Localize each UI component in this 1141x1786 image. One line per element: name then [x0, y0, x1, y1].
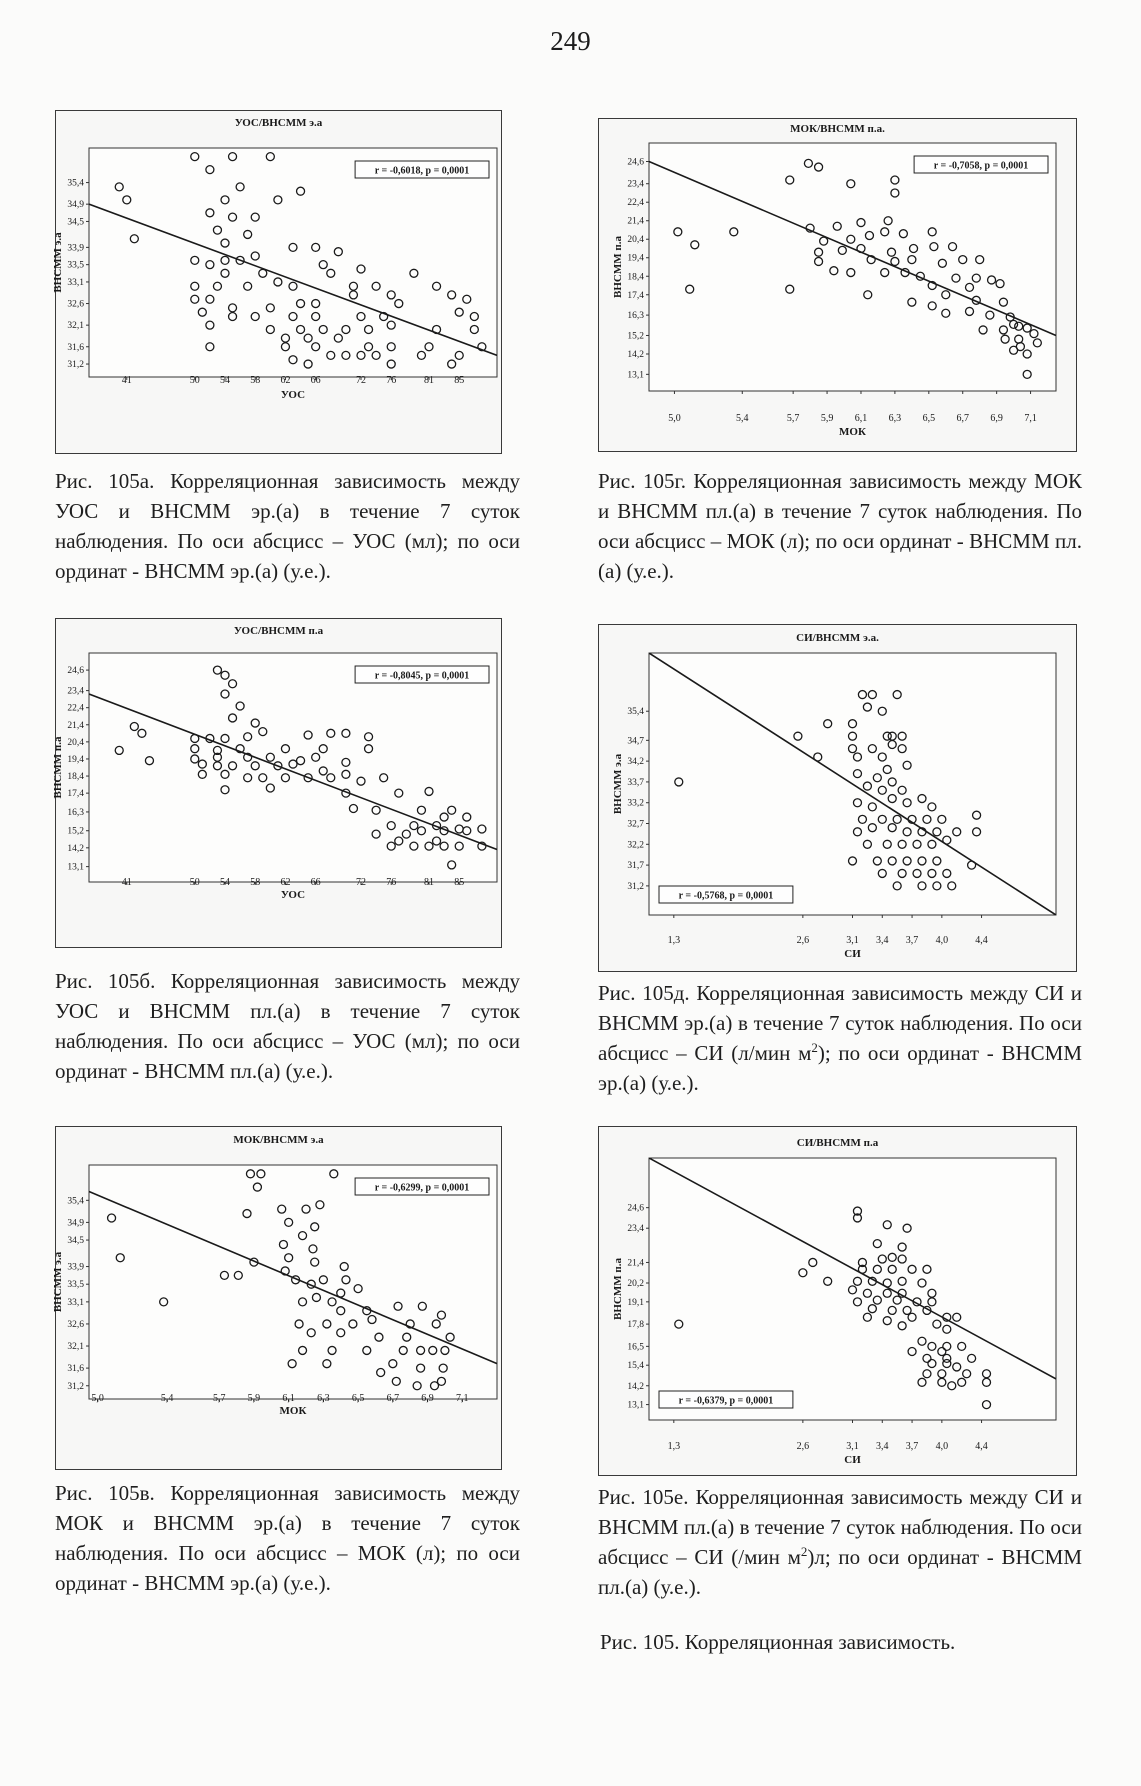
x-axis-label: СИ	[844, 948, 861, 960]
y-tick-label: 33,9	[67, 243, 84, 254]
y-tick-label: 35,4	[67, 1196, 84, 1207]
x-tick-label: 58	[250, 375, 261, 386]
x-tick-label: 1,3	[667, 935, 681, 946]
x-tick-label: 4,4	[975, 1441, 988, 1452]
plot-area	[649, 1158, 1056, 1420]
x-tick-label: 5,4	[160, 1393, 174, 1404]
y-tick-label: 34,7	[627, 736, 644, 747]
x-tick-label: 3,1	[846, 935, 859, 946]
chart-105b	[52, 618, 502, 948]
x-tick-label: 5,9	[247, 1393, 261, 1404]
x-tick-label: 62	[280, 375, 291, 386]
y-tick-label: 34,5	[67, 1236, 84, 1247]
x-tick-label: 5,7	[786, 413, 800, 424]
y-tick-label: 19,1	[627, 1297, 644, 1308]
x-tick-label: 7,1	[1024, 413, 1037, 424]
y-tick-label: 32,1	[67, 1342, 84, 1353]
y-axis-label: ВНСММ э.а	[52, 232, 64, 293]
x-tick-label: 85	[454, 877, 465, 888]
y-axis-label: ВНСММ п.а	[612, 236, 624, 298]
x-tick-label: 5,4	[736, 413, 749, 424]
x-axis-label: УОС	[280, 389, 306, 401]
x-tick-label: 1,3	[667, 1441, 681, 1452]
y-tick-label: 22,4	[67, 703, 84, 714]
y-tick-label: 21,4	[627, 216, 644, 227]
correlation-label: r = -0,5768, p = 0,0001	[678, 890, 774, 902]
page-number: 249	[550, 26, 591, 56]
scatter-plot-svg	[52, 111, 501, 453]
y-tick-label: 17,4	[627, 290, 644, 301]
y-tick-label: 33,1	[67, 277, 84, 288]
y-tick-label: 33,1	[67, 1297, 84, 1308]
x-tick-label: 72	[356, 877, 366, 888]
scatter-plot-svg	[599, 119, 1076, 451]
y-tick-label: 13,1	[67, 862, 84, 873]
correlation-label: r = -0,8045, p = 0,0001	[374, 670, 470, 682]
y-tick-label: 15,4	[627, 1361, 644, 1372]
y-tick-label: 31,2	[67, 1381, 84, 1392]
y-tick-label: 18,4	[67, 772, 84, 783]
y-tick-label: 21,4	[67, 720, 84, 731]
x-tick-label: 85	[454, 375, 465, 386]
chart-105e	[598, 1126, 1077, 1476]
x-tick-label: 6,9	[990, 413, 1003, 424]
y-tick-label: 14,2	[627, 349, 644, 360]
y-tick-label: 35,4	[627, 707, 644, 718]
y-tick-label: 34,5	[67, 217, 84, 228]
y-tick-label: 22,4	[627, 198, 644, 209]
x-tick-label: 3,7	[905, 1441, 919, 1452]
y-tick-label: 24,6	[627, 157, 644, 168]
y-tick-label: 32,6	[67, 299, 84, 310]
chart-title: МОК/ВНСММ э.а	[233, 1134, 324, 1146]
y-tick-label: 31,6	[67, 1364, 84, 1375]
x-tick-label: 3,4	[876, 1441, 889, 1452]
x-axis-label: МОК	[279, 1405, 307, 1417]
x-tick-label: 7,1	[456, 1393, 469, 1404]
plot-area	[89, 148, 497, 377]
chart-105g	[598, 118, 1077, 452]
x-tick-label: 50	[189, 375, 200, 386]
y-tick-label: 33,2	[627, 798, 644, 809]
correlation-label: r = -0,6018, p = 0,0001	[374, 165, 470, 177]
y-tick-label: 35,4	[67, 178, 84, 189]
y-tick-label: 32,2	[627, 840, 644, 851]
x-tick-label: 3,1	[846, 1441, 859, 1452]
x-tick-label: 58	[250, 877, 261, 888]
y-tick-label: 16,5	[627, 1342, 644, 1353]
x-tick-label: 6,3	[317, 1393, 330, 1404]
y-tick-label: 34,2	[627, 757, 644, 768]
x-tick-label: 6,7	[956, 413, 969, 424]
scatter-plot-svg	[599, 1127, 1076, 1475]
y-tick-label: 18,4	[627, 272, 644, 283]
y-tick-label: 17,8	[627, 1320, 644, 1331]
y-tick-label: 20,4	[67, 737, 84, 748]
x-tick-label: 76	[386, 877, 397, 888]
y-tick-label: 34,9	[67, 1218, 84, 1229]
y-axis-label: ВНСММ э.а	[612, 753, 624, 815]
x-tick-label: 2,6	[796, 1441, 810, 1452]
x-tick-label: 6,5	[922, 413, 936, 424]
y-tick-label: 33,9	[67, 1262, 84, 1273]
y-tick-label: 14,2	[627, 1381, 644, 1392]
scatter-plot-svg	[52, 619, 501, 947]
x-tick-label: 41	[121, 877, 132, 888]
x-tick-label: 81	[424, 375, 434, 386]
x-tick-label: 72	[356, 375, 366, 386]
chart-105v	[52, 1126, 502, 1470]
y-tick-label: 31,7	[627, 861, 644, 872]
y-tick-label: 24,6	[67, 666, 84, 677]
x-tick-label: 66	[310, 375, 321, 386]
y-tick-label: 16,3	[627, 311, 644, 322]
correlation-label: r = -0,6299, p = 0,0001	[374, 1182, 470, 1194]
caption-105g: Рис. 105г. Корреляционная зависимость между МОК и ВНСММ пл.(а) в течение 7 суток наблюдения. По оси абсцисс – МОК (л); по оси ординат - ВНСММ пл.(а) (у.е.).	[598, 469, 1082, 583]
figure-105-caption: Рис. 105. Корреляционная зависимость.	[600, 1630, 956, 1654]
x-tick-label: 54	[220, 375, 230, 386]
y-axis-label: ВНСММ п.а	[612, 1258, 624, 1320]
y-tick-label: 31,6	[67, 342, 84, 353]
y-tick-label: 32,1	[67, 321, 84, 332]
x-tick-label: 6,9	[421, 1393, 434, 1404]
x-tick-label: 5,9	[820, 413, 834, 424]
y-tick-label: 15,2	[67, 826, 84, 837]
y-tick-label: 20,2	[627, 1279, 644, 1290]
correlation-label: r = -0,7058, p = 0,0001	[933, 160, 1029, 172]
y-tick-label: 13,1	[627, 1400, 644, 1411]
x-tick-label: 6,1	[854, 413, 868, 424]
y-axis-label: ВНСММ э.а	[52, 1251, 64, 1313]
y-tick-label: 33,5	[67, 1280, 84, 1291]
chart-105d	[598, 624, 1077, 972]
caption-105a: Рис. 105а. Корреляционная зависимость между УОС и ВНСММ эр.(а) в течение 7 суток наблюдения. По оси абсцисс – УОС (мл); по оси ординат - ВНСММ эр.(а) (у.е.).	[55, 469, 520, 583]
y-tick-label: 19,4	[67, 754, 84, 765]
y-tick-label: 20,4	[627, 235, 644, 246]
y-tick-label: 31,2	[627, 881, 644, 892]
y-tick-label: 24,6	[627, 1203, 644, 1214]
y-tick-label: 17,4	[67, 789, 84, 800]
x-axis-label: СИ	[844, 1454, 861, 1466]
x-tick-label: 76	[386, 375, 397, 386]
scatter-plot-svg	[52, 1127, 501, 1469]
x-tick-label: 50	[189, 877, 200, 888]
x-tick-label: 66	[310, 877, 321, 888]
y-axis-label: ВНСММ п.а	[52, 736, 64, 799]
chart-title: СИ/ВНСММ э.а.	[796, 632, 879, 644]
x-tick-label: 4,4	[975, 935, 988, 946]
x-tick-label: 54	[220, 877, 230, 888]
x-tick-label: 6,1	[282, 1393, 295, 1404]
x-tick-label: 5,0	[668, 413, 681, 424]
x-tick-label: 6,5	[351, 1393, 365, 1404]
y-tick-label: 16,3	[67, 807, 84, 818]
y-tick-label: 23,4	[67, 686, 84, 697]
y-tick-label: 32,7	[627, 819, 644, 830]
y-tick-label: 15,2	[627, 331, 644, 342]
x-tick-label: 6,3	[888, 413, 902, 424]
x-tick-label: 2,6	[796, 935, 810, 946]
y-tick-label: 33,5	[67, 260, 84, 271]
x-tick-label: 5,0	[91, 1393, 104, 1404]
x-tick-label: 62	[280, 877, 291, 888]
chart-105a	[52, 110, 502, 454]
x-tick-label: 5,7	[212, 1393, 226, 1404]
x-tick-label: 3,7	[905, 935, 919, 946]
y-tick-label: 21,4	[627, 1258, 644, 1269]
correlation-label: r = -0,6379, p = 0,0001	[678, 1395, 774, 1407]
caption-105e: Рис. 105е. Корреляционная зависимость между СИ и ВНСММ пл.(а) в течение 7 суток наблюдения. По оси абсцисс – СИ (/мин $м^2)л$; по оси ординат - ВНСММ пл.(а) (у.е.).	[598, 1485, 1083, 1599]
y-tick-label: 34,9	[67, 200, 84, 211]
x-tick-label: 81	[424, 877, 434, 888]
chart-title: МОК/ВНСММ п.а.	[790, 123, 885, 135]
chart-title: СИ/ВНСММ п.а	[796, 1137, 879, 1149]
chart-title: УОС/ВНСММ п.а	[233, 625, 324, 637]
caption-105d: Рис. 105д. Корреляционная зависимость между СИ и ВНСММ эр.(а) в течение 7 суток наблюдения. По оси абсцисс – СИ (л/мин $м^2$); по оси ординат - ВНСММ эр.(а) (у.е.).	[598, 981, 1082, 1095]
caption-105b: Рис. 105б. Корреляционная зависимость между УОС и ВНСММ пл.(а) в течение 7 суток наблюдения. По оси абсцисс – УОС (мл); по оси ординат - ВНСММ пл.(а) (у.е.).	[55, 969, 520, 1083]
x-tick-label: 6,7	[386, 1393, 400, 1404]
y-tick-label: 14,2	[67, 843, 84, 854]
scatter-plot-svg	[599, 625, 1076, 971]
y-tick-label: 32,6	[67, 1319, 84, 1330]
y-tick-label: 13,1	[627, 370, 644, 381]
x-tick-label: 4,0	[935, 1441, 949, 1452]
y-tick-label: 31,2	[67, 360, 84, 371]
x-axis-label: МОК	[839, 426, 866, 438]
chart-title: УОС/ВНСММ э.а	[234, 117, 323, 129]
x-tick-label: 3,4	[876, 935, 889, 946]
y-tick-label: 19,4	[627, 253, 644, 264]
x-tick-label: 4,0	[935, 935, 949, 946]
x-tick-label: 41	[121, 375, 132, 386]
y-tick-label: 23,4	[627, 1224, 644, 1235]
y-tick-label: 33,7	[627, 777, 644, 788]
y-tick-label: 23,4	[627, 179, 644, 190]
caption-105v: Рис. 105в. Корреляционная зависимость между МОК и ВНСММ эр.(а) в течение 7 суток наблюдения. По оси абсцисс – МОК (л); по оси ординат - ВНСММ эр.(а) (у.е.).	[55, 1481, 520, 1595]
x-axis-label: УОС	[280, 889, 306, 901]
